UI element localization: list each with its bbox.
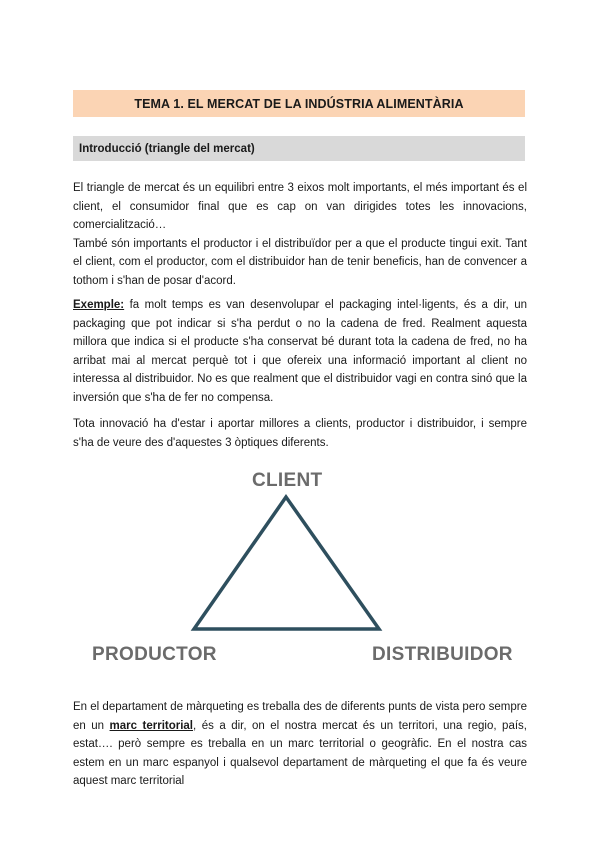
section-heading: Introducció (triangle del mercat) [73, 136, 525, 161]
paragraph-intro-text-1: El triangle de mercat és un equilibri entre 3 eixos molt importants, el més important és el client, el consumidor final que es cap on van dirigides totes les innovacions, comercialització… [73, 182, 527, 231]
label-distribuidor: DISTRIBUIDOR [372, 644, 513, 665]
market-triangle-diagram [80, 468, 520, 673]
example-label: Exemple: [73, 299, 125, 311]
marketing-text-b: , és a dir, on el nostra mercat és un territori, una regio, país, estat…. però sempre es treballa en un marc territorial o geogràfic. En el nostra cas estem en un marc espanyol i qualsevol departament de màrqueting el que fa és veure aquest marc territorial [73, 719, 527, 787]
paragraph-intro-text-2: També són importants el productor i el distribuïdor per a que el producte tingui exit. Tant el client, com el productor, com el distribuidor han de tenir beneficis, han de convencer a tothom i s'han de posar d'acord. [73, 237, 527, 287]
market-triangle [194, 497, 379, 629]
label-productor: PRODUCTOR [92, 644, 217, 665]
marketing-term: marc territorial [109, 719, 194, 732]
example-text: fa molt temps es van desenvolupar el packaging intel·ligents, és a dir, un packaging que pot indicar si s'ha perdut o no la cadena de fred. Realment aquesta millora que indica si el producte s'ha conservat bé durant tota la cadena de fred, no ha arribat mai al mercat perquè tot i que ofereix una informació important al client no interessa al distribuidor. No es que realment que el distribuidor vagi en contra sinó que la inversión que s'ha de fer no compensa. [73, 299, 527, 404]
paragraph-example [73, 296, 527, 407]
paragraph-marketing [73, 698, 527, 791]
document-title: TEMA 1. EL MERCAT DE LA INDÚSTRIA ALIMENTÀRIA [73, 90, 525, 117]
label-client: CLIENT [252, 470, 323, 491]
marketing-text-a: En el departament de màrqueting es treballa des de diferents punts de vista pero sempre en un [73, 701, 527, 732]
paragraph-innovation: Tota innovació ha d'estar i aportar millores a clients, productor i distribuidor, i sempre s'ha de veure des d'aquestes 3 òptiques diferents. [73, 418, 527, 449]
paragraph-intro [73, 179, 527, 290]
